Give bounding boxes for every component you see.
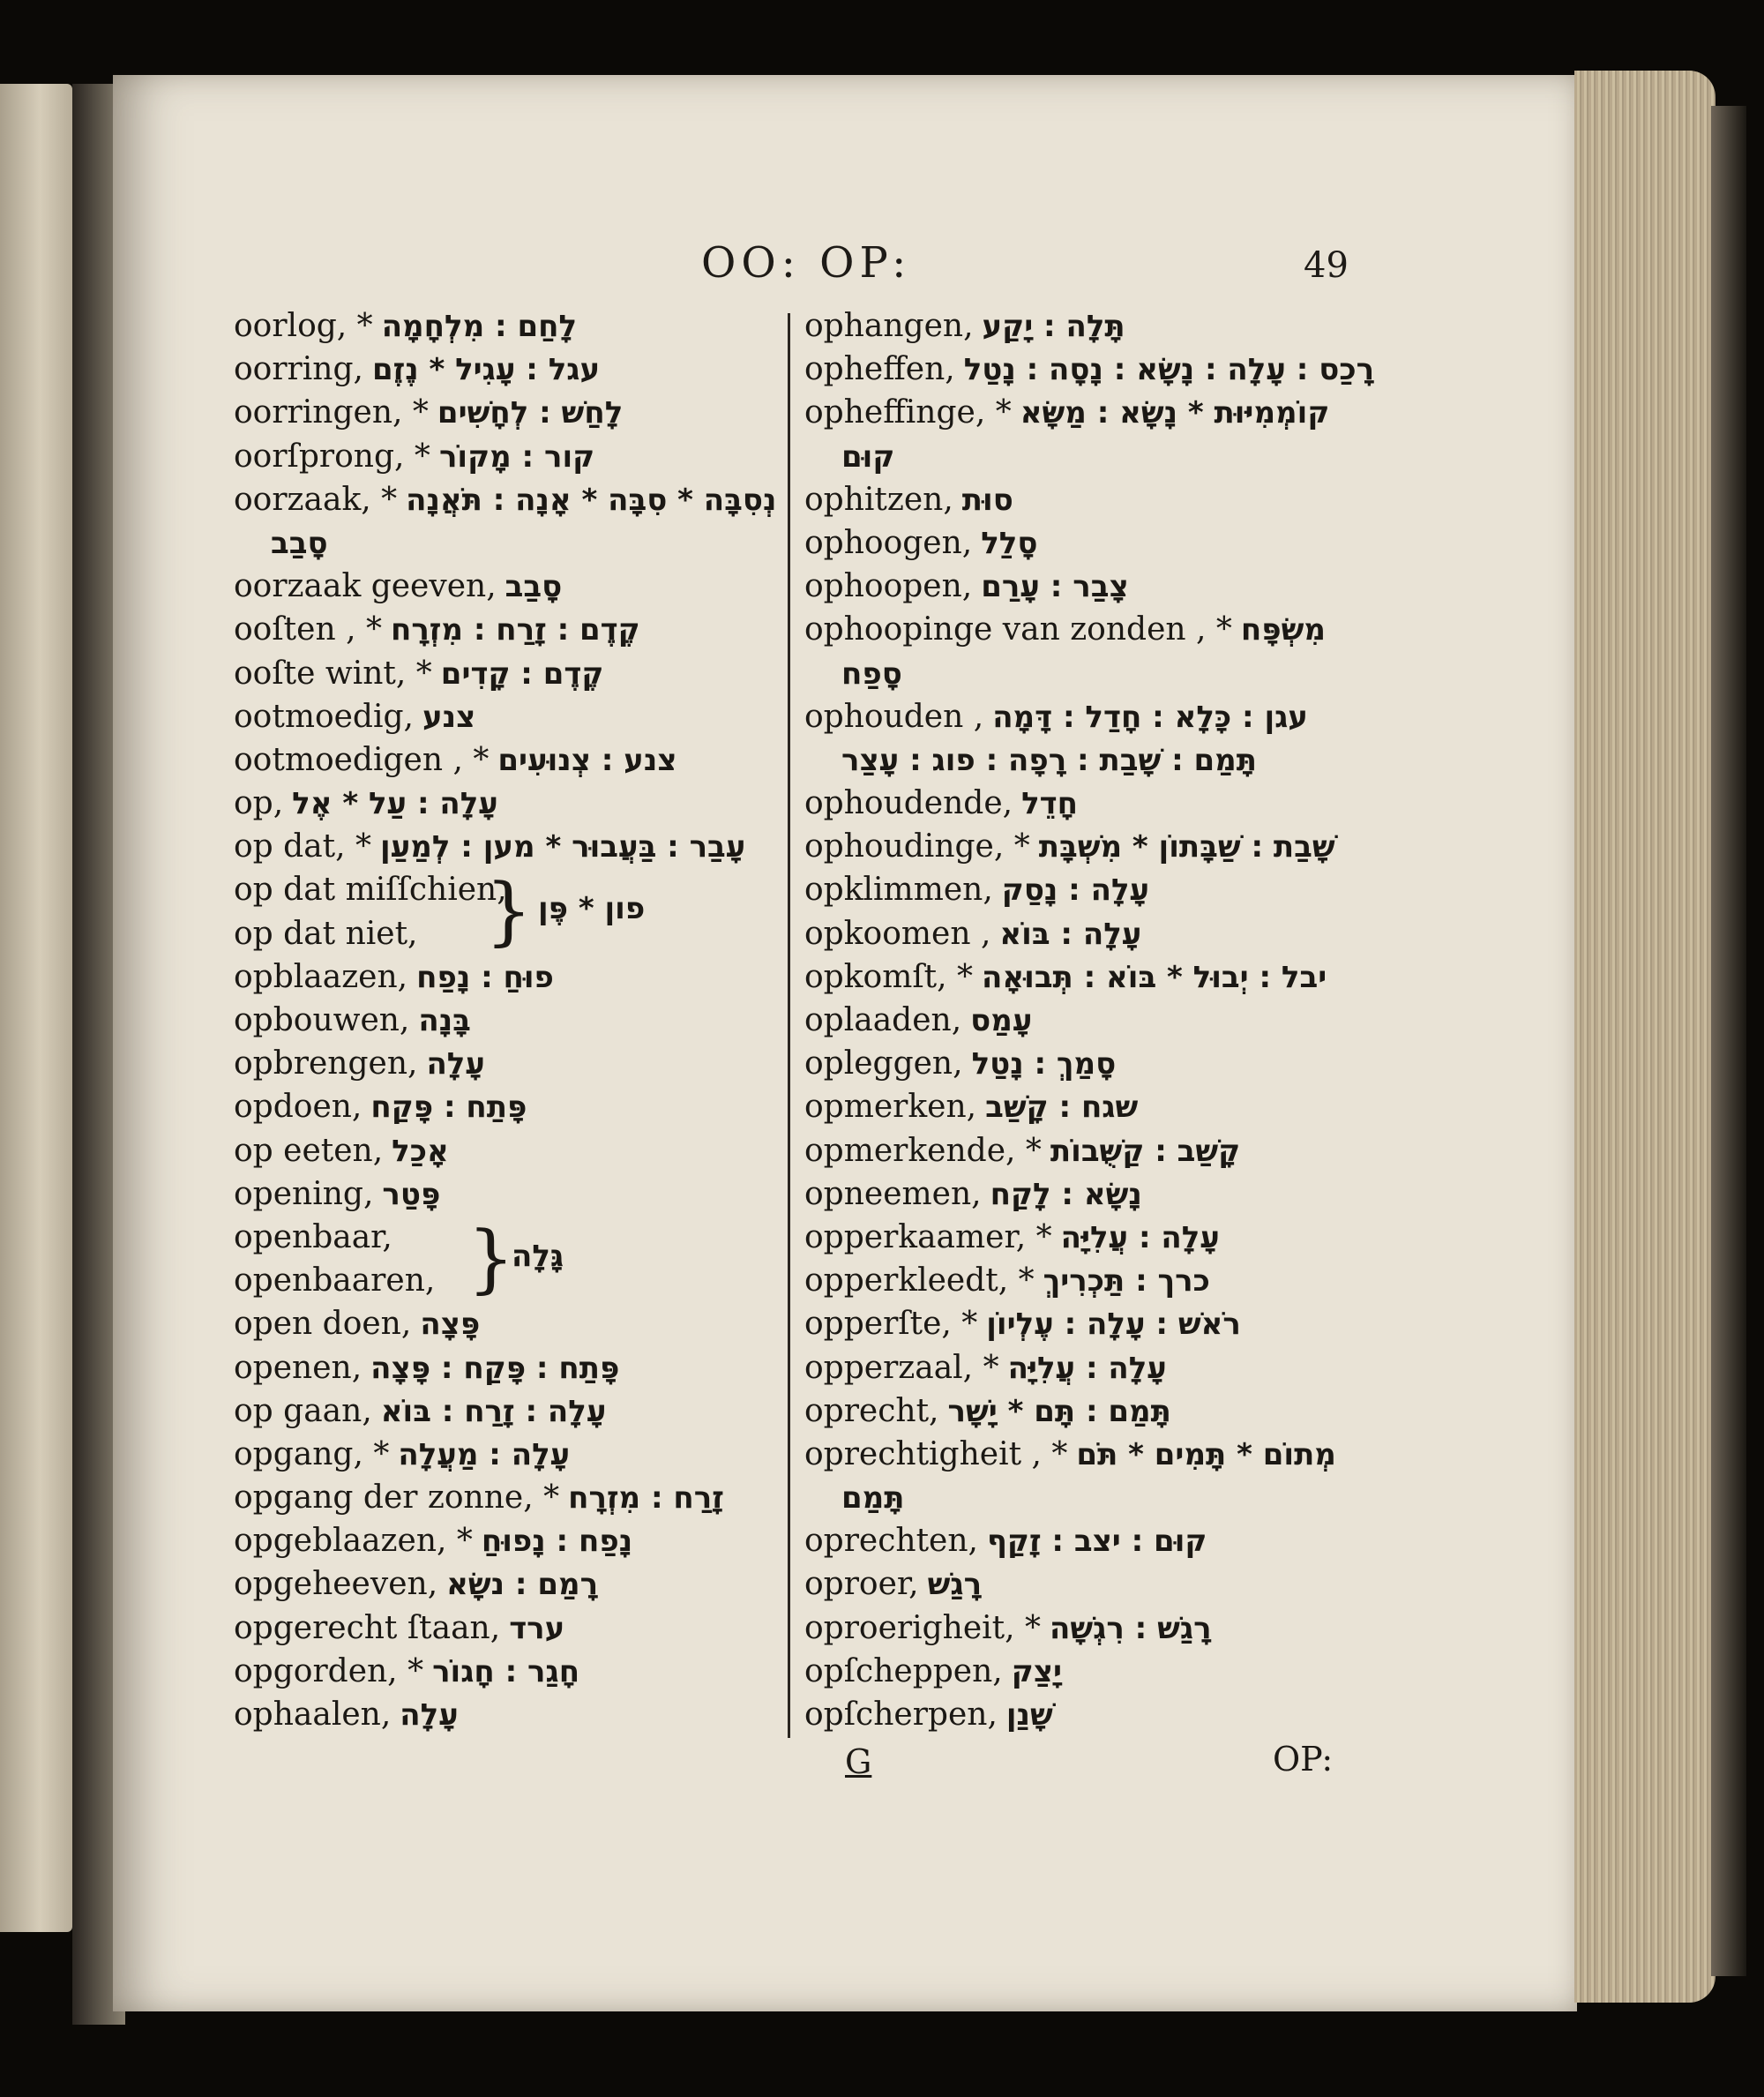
dictionary-entry [234,999,785,1042]
entry-dutch: opheffinge, * [804,394,1012,431]
right-column [804,304,1375,1736]
entry-hebrew: פָּטַר [382,1176,441,1212]
entry-hebrew: מִשְׂפָּח [1240,612,1327,648]
dictionary-entry [804,608,1347,651]
dictionary-entry [804,1650,1347,1693]
entry-hebrew: רָמַם : נשָׂא [446,1567,599,1603]
dictionary-entry [234,391,785,434]
dictionary-entry [804,435,1347,478]
entry-dutch: opgang der zonne, * [234,1479,560,1517]
dictionary-entry [804,304,1347,348]
entry-dutch: oproer, [804,1566,919,1603]
entry-hebrew: קוּם [841,438,895,475]
entry-hebrew: עָלָה : עֲלִיָּה [1060,1219,1220,1255]
entry-dutch: ophoudende, [804,785,1013,822]
left-page-edge [0,84,72,1932]
dictionary-entry [234,521,785,565]
entry-hebrew: מְתוֹם * תָּמִים * תֹּם [1076,1436,1336,1472]
entry-dutch: op dat niet, [234,915,418,952]
entry-dutch: ooſten , * [234,611,382,648]
entry-hebrew: עָלָה : בּוֹא [999,916,1142,952]
dictionary-entry [234,1129,785,1172]
entry-dutch: opſcherpen, [804,1696,998,1733]
dictionary-entry [804,348,1375,391]
entry-hebrew: שגח : קָשַׁב [985,1090,1139,1126]
entry-dutch: opdoen, [234,1089,363,1126]
entry-hebrew: רָגַשׁ [927,1567,983,1603]
dictionary-entry [804,782,1347,825]
entry-hebrew: יָצַק [1011,1653,1062,1689]
entry-hebrew: צנע [422,699,476,735]
entry-dutch: oorringen, * [234,394,429,431]
entry-hebrew: עגן : כָּלָא : חָדַל : דָּמָה [992,699,1308,735]
entry-dutch: ootmoedig, [234,698,414,735]
entry-dutch: ooſte wint, * [234,655,432,692]
entry-dutch: oprechten, [804,1523,978,1560]
dictionary-entry [234,1650,785,1693]
entry-hebrew: קֶדֶם : זָרַח : מִזְרָח [390,612,640,648]
dictionary-entry [804,565,1347,608]
entry-dutch: opheffen, [804,351,955,388]
entry-dutch: ootmoedigen , * [234,741,490,778]
entry-dutch: openbaaren, [234,1262,436,1299]
entry-hebrew: רָגַשׁ : רִגְשָׁה [1050,1610,1212,1646]
dictionary-entry [804,1693,1347,1736]
entry-hebrew: תָּמַם : תָּם * יָשָׁר [947,1393,1171,1429]
entry-hebrew: תָּמַם : שָׁבַת : רָפָה : פוג : עָצַר [841,742,1258,778]
dictionary-entry [234,1693,785,1736]
entry-hebrew: ערד [509,1610,565,1646]
dictionary-entry [234,565,785,608]
entry-dutch: opneemen, [804,1175,982,1212]
entry-dutch: ophitzen, [804,481,953,518]
entry-hebrew: סָלַל [981,525,1038,561]
entry-dutch: opmerkende, * [804,1132,1042,1169]
dictionary-entry [234,1433,785,1476]
dictionary-entry [234,652,785,695]
entry-hebrew: קוֹמְמִיּוּת * נָשָׂא : מַשָּׂא [1020,395,1330,431]
entry-hebrew: עָמַס [970,1003,1033,1038]
dictionary-entry [234,1302,785,1345]
dictionary-entry [234,1172,785,1216]
dictionary-entry [804,1216,1347,1259]
running-head: OO: OP: [701,238,912,288]
dictionary-entry [804,1433,1347,1476]
entry-dutch: opgang, * [234,1435,390,1472]
entry-dutch: opgeheeven, [234,1566,438,1603]
entry-dutch: opmerken, [804,1089,977,1126]
catchword: OP: [1273,1740,1334,1779]
dictionary-entry [804,1085,1347,1128]
dictionary-entry [804,1389,1347,1433]
dictionary-entry [804,999,1347,1042]
dictionary-entry [804,1302,1347,1345]
entry-hebrew: פָּצָה [420,1307,481,1343]
entry-hebrew: עָלָה [426,1046,485,1082]
entry-hebrew: חָגַר : חָגוֹר [432,1653,580,1689]
dictionary-entry [804,1476,1347,1519]
dictionary-entry [804,1346,1347,1389]
dictionary-entry [804,912,1347,955]
dictionary-entry [804,1259,1347,1302]
entry-dutch: opperkleedt, * [804,1262,1035,1299]
entry-hebrew: עָלָה : זָרַח : בּוֹא [380,1393,607,1429]
page-header [0,238,1764,291]
dictionary-entry [804,391,1347,434]
entry-hebrew: רָכַס : עָלָה : נָשָׂא : נָסָה : נָטַל [963,352,1375,388]
entry-dutch: opkoomen , [804,915,991,952]
entry-hebrew: עָלָה : עֲלִיָּה [1007,1350,1167,1386]
entry-hebrew: קָשַׁב : קַשֻּׁבוֹת [1050,1133,1241,1169]
dictionary-entry [234,695,785,738]
dictionary-entry [234,1085,785,1128]
entry-hebrew: עָבַר : בַּעֲבוּר * מען : לְמַעַן [380,829,746,865]
page-number: 49 [1304,245,1349,286]
entry-dutch: opbouwen, [234,1002,410,1039]
entry-dutch: opgorden, * [234,1652,424,1689]
entry-hebrew: עָלָה : נָסַק [1001,873,1150,909]
entry-hebrew: פָּתַח : פָּקַח [370,1090,527,1126]
dictionary-entry [804,825,1347,868]
entry-dutch: oorlog, * [234,308,373,344]
entry-dutch: oprecht, [804,1392,939,1429]
entry-hebrew: סָמַךְ : נָטַל [971,1046,1117,1082]
entry-dutch: opgeblaazen, * [234,1523,473,1560]
dictionary-entry [234,1389,785,1433]
dictionary-entry [804,652,1347,695]
entry-hebrew: אָכַל [392,1133,449,1169]
entry-hebrew: צָבַר : עָרַם [981,569,1129,605]
entry-hebrew: לָחַשׁ : לְחָשִׁים [437,395,624,431]
entry-hebrew: קוּם : יצב : זָקַף [986,1524,1207,1560]
entry-hebrew: יבל : יְבוּל * בּוֹא : תְּבוּאָה [982,959,1327,995]
entry-dutch: ophoudinge, * [804,828,1030,865]
entry-dutch: oproerigheit, * [804,1609,1042,1646]
entry-hebrew: שָׁבַת : שַׁבָּתוֹן * מִשְׁבָּת [1038,829,1335,865]
entry-dutch: opgerecht ſtaan, [234,1609,501,1646]
entry-hebrew: עָלָה : מַעֲלָה [398,1436,571,1472]
entry-dutch: opperſte, * [804,1306,978,1343]
entry-hebrew: גָּלָה [512,1238,564,1274]
entry-hebrew: נָפַח : נָפוּחַ [481,1524,633,1560]
entry-dutch: opſcheppen, [804,1652,1003,1689]
entry-hebrew: קֶדֶם : קָדִים [440,655,604,692]
brace: } [467,1214,515,1301]
entry-hebrew: עָלָה [400,1697,459,1734]
entry-dutch: op gaan, [234,1392,372,1429]
dictionary-entry [234,348,785,391]
dictionary-entry [804,955,1347,999]
entry-dutch: opbrengen, [234,1045,418,1082]
dictionary-entry [234,825,785,868]
entry-hebrew: שָׁנַן [1005,1697,1053,1733]
dictionary-entry [234,478,785,521]
dictionary-entry [234,1562,785,1606]
entry-dutch: oorſprong, * [234,438,430,475]
entry-hebrew: פוּחַ : נָפַח [416,959,554,995]
entry-dutch: ophouden , [804,698,984,735]
dictionary-entry [234,608,785,651]
signature-mark: G [845,1742,872,1781]
dictionary-entry [804,1129,1347,1172]
entry-hebrew: עָלָה : עַל * אֶל [292,786,498,822]
dictionary-entry [234,1346,785,1389]
entry-dutch: opperkaamer, * [804,1218,1052,1255]
entry-dutch: opening, [234,1175,374,1212]
entry-dutch: opleggen, [804,1045,963,1082]
entry-hebrew: סוּת [961,482,1013,518]
dictionary-entry [804,521,1347,565]
dictionary-entry [804,1562,1347,1606]
entry-hebrew: סָבַב [271,525,328,561]
entry-dutch: opblaazen, [234,958,408,995]
entry-hebrew: תָּלָה : יָקַע [982,309,1125,344]
entry-hebrew: נָשָׂא : לָקַח [990,1176,1142,1212]
entry-dutch: oorzaak geeven, [234,568,497,605]
left-column [234,304,785,1736]
dictionary-entry [804,1042,1347,1085]
entry-hebrew: סָבַב [505,569,563,605]
dictionary-entry [804,1172,1347,1216]
entry-dutch: op dat miſſchien, [234,872,507,909]
entry-dutch: oorzaak, * [234,481,398,518]
entry-dutch: ophoopen, [804,568,973,605]
entry-dutch: op eeten, [234,1132,384,1169]
dictionary-entry [234,1476,785,1519]
entry-hebrew: סָפַח [841,655,902,692]
dictionary-entry [804,738,1347,782]
column-divider [788,313,790,1738]
brace-group [234,868,785,955]
entry-hebrew: זָרַח : מִזְרָח [568,1480,724,1517]
book-edge-shadow [1711,106,1746,1976]
entry-dutch: oplaaden, [804,1002,962,1038]
dictionary-entry [234,1606,785,1650]
entry-dutch: op, [234,785,284,822]
entry-hebrew: תָּמַם [841,1480,905,1517]
brace: } [485,867,533,955]
entry-dutch: ophoopinge van zonden , * [804,611,1232,648]
dictionary-entry [234,738,785,782]
entry-hebrew: קור : מָקוֹר [438,438,595,475]
entry-dutch: ophoogen, [804,524,973,561]
entry-hebrew: צנע : צְנוּעִים [497,742,677,778]
entry-hebrew: עגל : עָגִיל * נֶזֶם [371,352,601,388]
entry-dutch: opklimmen, [804,872,993,909]
dictionary-entry [234,1042,785,1085]
entry-hebrew: כרך : תַּכְרִיךְ [1043,1263,1210,1299]
entry-dutch: openen, [234,1349,363,1386]
dictionary-entry [234,304,785,348]
entry-hebrew: בָּנָה [418,1003,471,1039]
entry-dutch: ophangen, [804,308,974,344]
page-edges [1574,71,1715,2003]
dictionary-entry [804,695,1347,738]
entry-dutch: opperzaal, * [804,1349,999,1386]
entry-hebrew: חָדֵל [1021,786,1079,822]
entry-hebrew: פון * פֶּן [538,891,646,927]
entry-dutch: opkomſt, * [804,958,974,995]
entry-dutch: oprechtigheit , * [804,1435,1068,1472]
dictionary-entry [234,782,785,825]
entry-dutch: op dat, * [234,828,372,865]
entry-hebrew: רֹאשׁ : עָלָה : עֶלְיוֹן [986,1307,1241,1343]
brace-group [234,1216,785,1302]
entry-dutch: openbaar, [234,1218,392,1255]
dictionary-entry [234,1519,785,1562]
entry-dutch: open doen, [234,1306,412,1343]
dictionary-entry [234,435,785,478]
dictionary-entry [804,868,1347,911]
dictionary-entry [804,478,1347,521]
dictionary-entry [234,955,785,999]
dictionary-entry [804,1606,1347,1650]
dictionary-entry [804,1519,1347,1562]
entry-dutch: ophaalen, [234,1696,392,1734]
entry-hebrew: פָּתַח : פָּקַח : פָּצָה [370,1350,620,1386]
entry-hebrew: נְסִבָּה * סִבָּה * אָנָה : תֹּאֲנָה [406,482,777,518]
entry-hebrew: לָחַם : מִלְחָמָה [381,309,578,344]
entry-dutch: oorring, [234,351,363,388]
